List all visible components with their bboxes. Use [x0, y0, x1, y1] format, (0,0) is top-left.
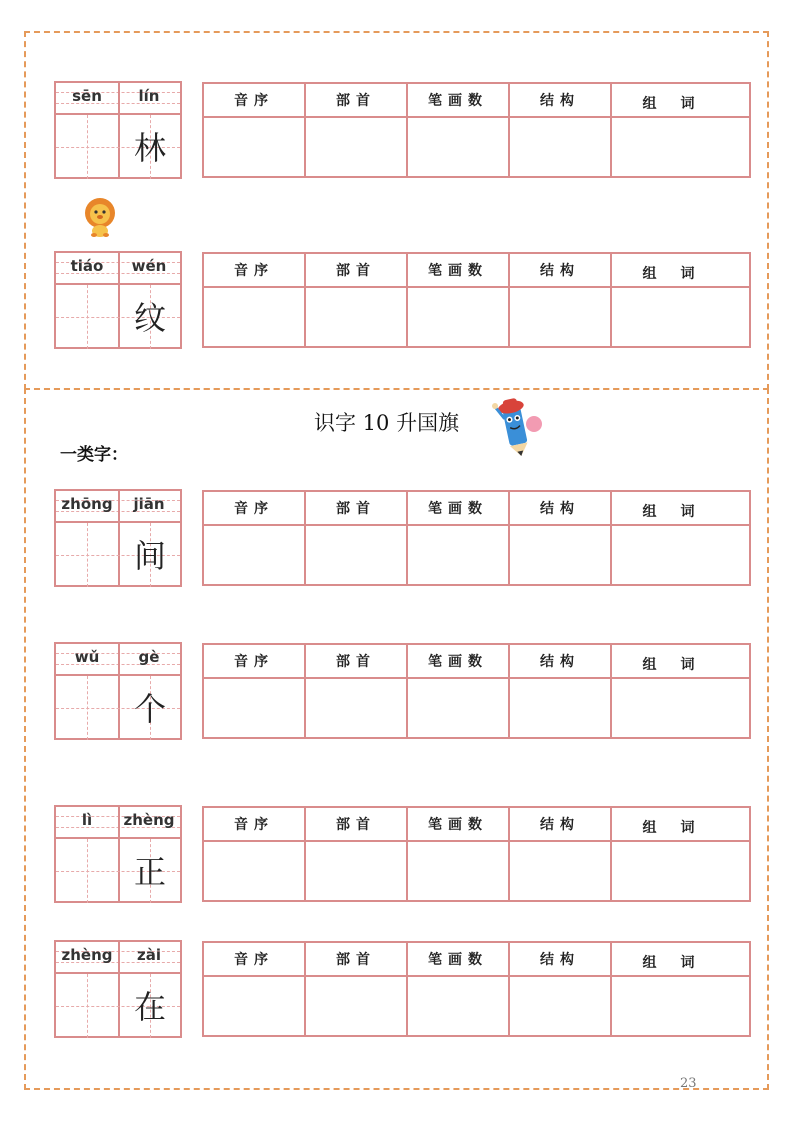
header-c3: 笔画数	[408, 808, 510, 842]
header-c2: 部首	[306, 943, 408, 977]
header-c1: 音序	[204, 492, 306, 526]
answer-cell-c1[interactable]	[204, 288, 306, 346]
answer-cell-c5[interactable]	[612, 679, 749, 737]
pinyin-second: wén	[131, 257, 167, 275]
pinyin-second: jiān	[133, 495, 165, 513]
header-c5: 组词	[612, 84, 749, 118]
header-c5: 组词	[612, 943, 749, 977]
pinyin-first: wǔ	[74, 648, 100, 666]
pinyin-second: gè	[138, 648, 160, 666]
lion-icon	[80, 196, 120, 238]
character-info-table	[202, 490, 751, 586]
header-c2: 部首	[306, 254, 408, 288]
answer-cell-c2[interactable]	[306, 842, 408, 900]
character-grid	[54, 489, 182, 587]
header-c4: 结构	[510, 254, 612, 288]
pinyin-second: zhèng	[123, 811, 175, 829]
answer-cell-c2[interactable]	[306, 526, 408, 584]
answer-cell-c5[interactable]	[612, 118, 749, 176]
pinyin-first: tiáo	[70, 257, 104, 275]
page-number: 23	[680, 1076, 697, 1091]
answer-cell-c3[interactable]	[408, 842, 510, 900]
header-c4: 结构	[510, 84, 612, 118]
answer-cell-c1[interactable]	[204, 118, 306, 176]
header-c3: 笔画数	[408, 943, 510, 977]
header-c3: 笔画数	[408, 645, 510, 679]
header-c5: 组词	[612, 645, 749, 679]
pinyin-first: zhèng	[61, 946, 113, 964]
answer-cell-c2[interactable]	[306, 118, 408, 176]
answer-cell-c1[interactable]	[204, 526, 306, 584]
answer-cell-c1[interactable]	[204, 977, 306, 1035]
pinyin-second: zài	[137, 946, 161, 964]
header-c5: 组词	[612, 808, 749, 842]
header-c2: 部首	[306, 808, 408, 842]
character-info-table	[202, 806, 751, 902]
pinyin-first: zhōng	[61, 495, 113, 513]
header-c1: 音序	[204, 943, 306, 977]
pencil-mascot-icon	[488, 394, 548, 458]
character-info-table	[202, 643, 751, 739]
answer-cell-c5[interactable]	[612, 977, 749, 1035]
hanzi-character: 在	[133, 988, 166, 1026]
header-c2: 部首	[306, 645, 408, 679]
header-c1: 音序	[204, 645, 306, 679]
hanzi-character: 纹	[133, 299, 166, 337]
character-info-table	[202, 941, 751, 1037]
answer-cell-c5[interactable]	[612, 526, 749, 584]
lesson-title: 识字 10 升国旗	[314, 411, 460, 435]
answer-cell-c3[interactable]	[408, 288, 510, 346]
header-c4: 结构	[510, 645, 612, 679]
pinyin-first: sēn	[72, 87, 102, 105]
answer-cell-c4[interactable]	[510, 526, 612, 584]
answer-cell-c2[interactable]	[306, 679, 408, 737]
character-info-table	[202, 82, 751, 178]
header-c4: 结构	[510, 943, 612, 977]
answer-cell-c2[interactable]	[306, 977, 408, 1035]
header-c1: 音序	[204, 84, 306, 118]
section-divider	[24, 388, 769, 390]
answer-cell-c3[interactable]	[408, 679, 510, 737]
header-c1: 音序	[204, 254, 306, 288]
header-c3: 笔画数	[408, 254, 510, 288]
answer-cell-c2[interactable]	[306, 288, 408, 346]
header-c3: 笔画数	[408, 492, 510, 526]
character-grid	[54, 251, 182, 349]
answer-cell-c4[interactable]	[510, 288, 612, 346]
answer-cell-c4[interactable]	[510, 842, 612, 900]
category-label: 一类字：	[60, 445, 128, 465]
header-c5: 组词	[612, 254, 749, 288]
answer-cell-c4[interactable]	[510, 679, 612, 737]
header-c3: 笔画数	[408, 84, 510, 118]
header-c4: 结构	[510, 492, 612, 526]
header-c2: 部首	[306, 492, 408, 526]
hanzi-character: 林	[133, 129, 166, 167]
answer-cell-c5[interactable]	[612, 842, 749, 900]
header-c1: 音序	[204, 808, 306, 842]
answer-cell-c4[interactable]	[510, 118, 612, 176]
header-c2: 部首	[306, 84, 408, 118]
answer-cell-c5[interactable]	[612, 288, 749, 346]
character-grid	[54, 81, 182, 179]
answer-cell-c3[interactable]	[408, 977, 510, 1035]
pinyin-first: lì	[81, 811, 93, 829]
hanzi-character: 正	[133, 853, 166, 891]
character-grid	[54, 642, 182, 740]
header-c4: 结构	[510, 808, 612, 842]
hanzi-character: 个	[133, 690, 166, 728]
pinyin-second: lín	[138, 87, 160, 105]
answer-cell-c1[interactable]	[204, 842, 306, 900]
character-info-table	[202, 252, 751, 348]
character-grid	[54, 940, 182, 1038]
answer-cell-c3[interactable]	[408, 526, 510, 584]
character-grid	[54, 805, 182, 903]
hanzi-character: 间	[133, 537, 166, 575]
answer-cell-c1[interactable]	[204, 679, 306, 737]
answer-cell-c3[interactable]	[408, 118, 510, 176]
header-c5: 组词	[612, 492, 749, 526]
answer-cell-c4[interactable]	[510, 977, 612, 1035]
